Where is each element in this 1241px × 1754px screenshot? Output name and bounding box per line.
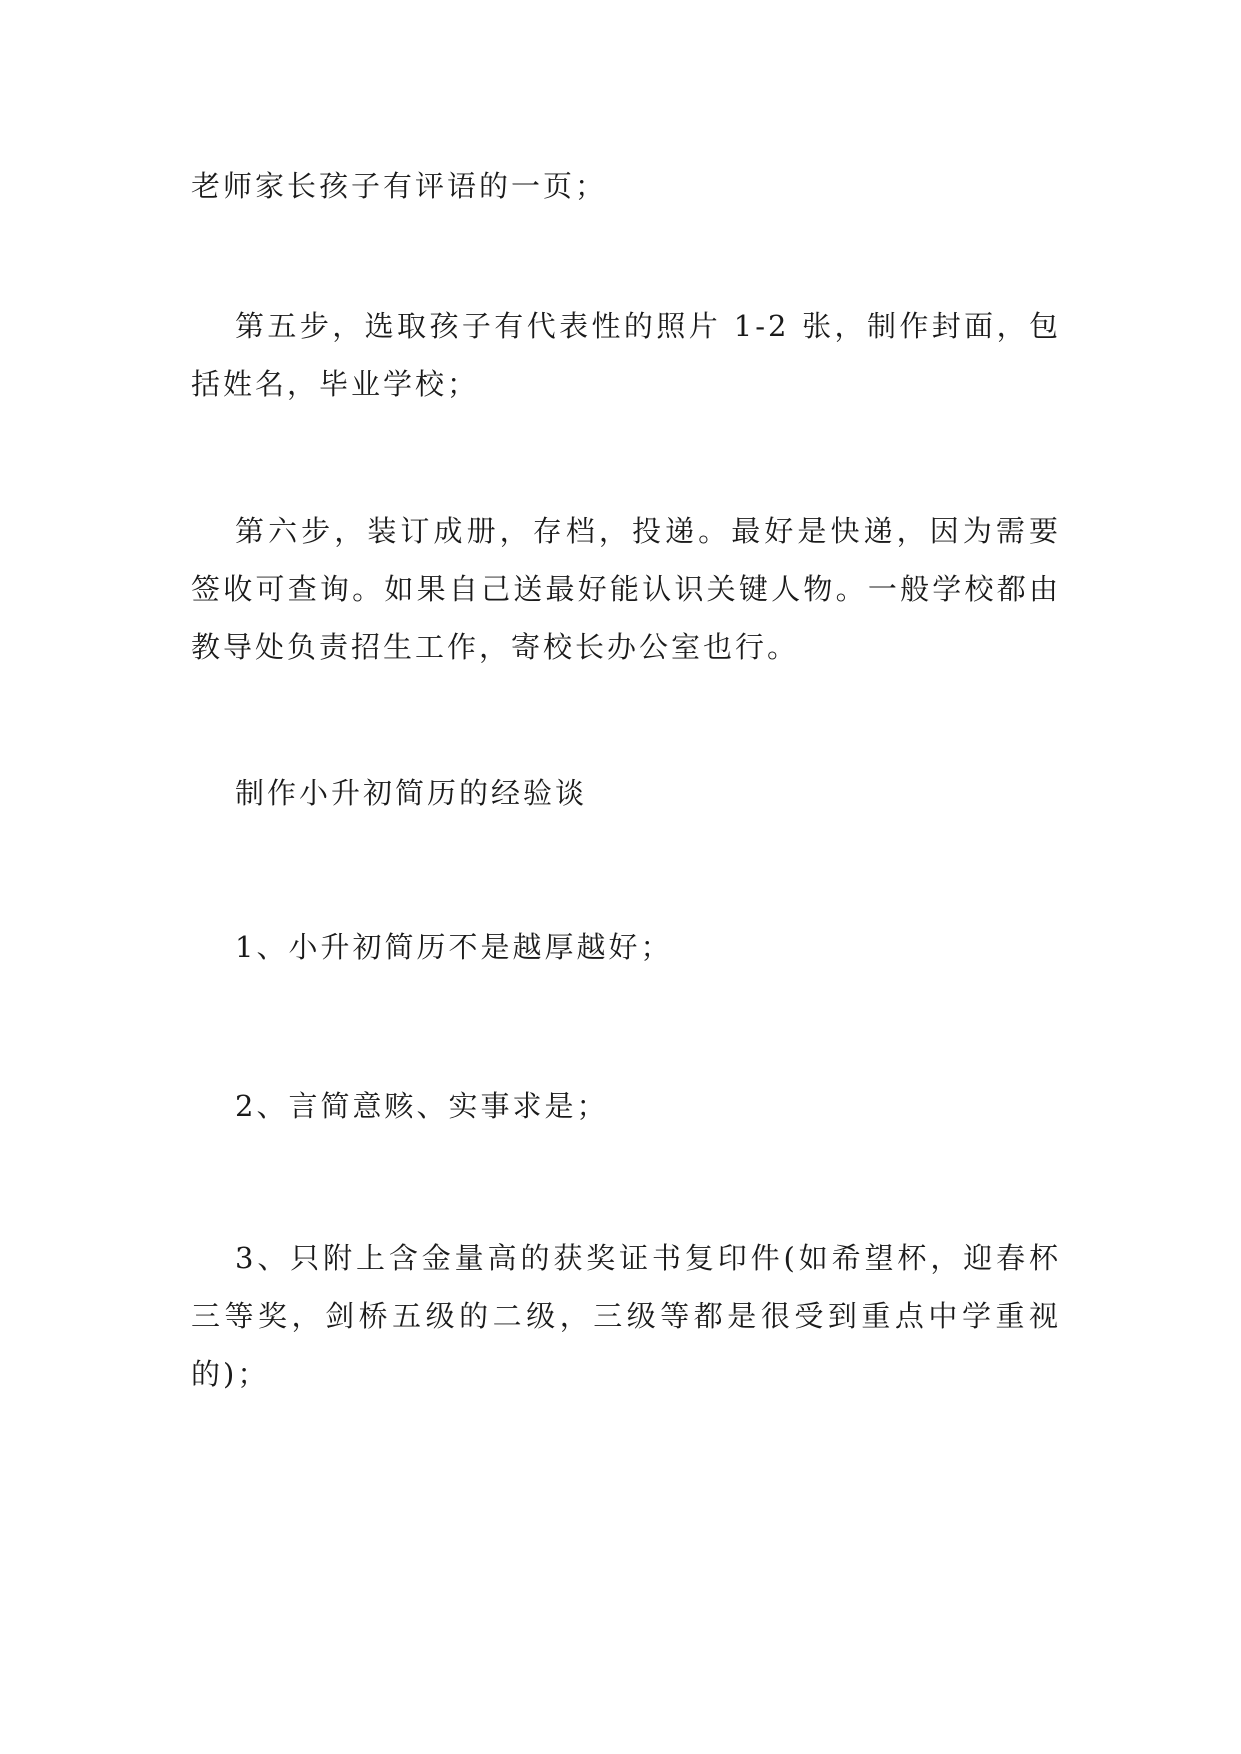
paragraph-step-six: 第六步，装订成册，存档，投递。最好是快递，因为需要签收可查询。如果自己送最好能认识关键人物。一般学校都由教导处负责招生工作，寄校长办公室也行。 bbox=[191, 514, 1061, 664]
paragraph-step-five: 第五步，选取孩子有代表性的照片 1-2 张，制作封面，包括姓名，毕业学校； bbox=[191, 309, 1061, 401]
tip-item-3: 3、只附上含金量高的获奖证书复印件(如希望杯，迎春杯三等奖，剑桥五级的二级，三级等都是很受到重点中学重视的)； bbox=[191, 1241, 1061, 1391]
paragraph-teacher-parent-comments: 老师家长孩子有评语的一页； bbox=[191, 169, 608, 203]
tip-item-2: 2、言简意赅、实事求是； bbox=[235, 1089, 609, 1123]
section-heading: 制作小升初简历的经验谈 bbox=[235, 776, 588, 810]
tip-item-1: 1、小升初简历不是越厚越好； bbox=[235, 930, 673, 964]
